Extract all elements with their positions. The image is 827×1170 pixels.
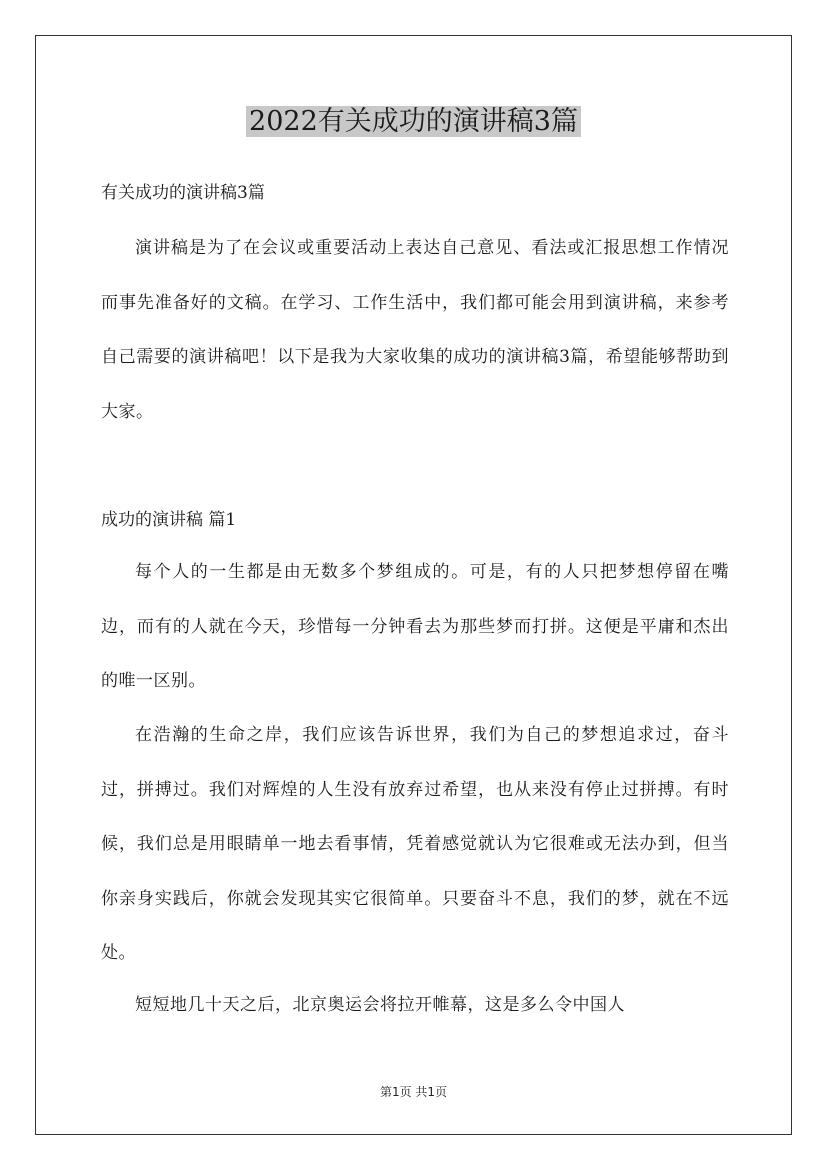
intro-paragraph: 演讲稿是为了在会议或重要活动上表达自己意见、看法或汇报思想工作情况而事先准备好的文稿。在学习、工作生活中，我们都可能会用到演讲稿，来参考自己需要的演讲稿吧！以下是我为大家收集的成功的演讲稿3篇，希望能够帮助到大家。: [101, 238, 729, 422]
body-paragraph-3: 短短地几十天之后，北京奥运会将拉开帷幕，这是多么令中国人: [135, 995, 625, 1015]
page-footer: 第1页 共1页: [379, 1085, 448, 1099]
body-paragraph-1: 每个人的一生都是由无数多个梦组成的。可是，有的人只把梦想停留在嘴边，而有的人就在今天，珍惜每一分钟看去为那些梦而打拼。这便是平庸和杰出的唯一区别。: [101, 562, 729, 692]
section-heading: 成功的演讲稿 篇1: [101, 510, 237, 530]
body-paragraph-2: 在浩瀚的生命之岸，我们应该告诉世界，我们为自己的梦想追求过，奋斗过，拼搏过。我们对辉煌的人生没有放弃过希望，也从来没有停止过拼搏。有时候，我们总是用眼睛单一地去看事情，凭着感觉就认为它很难或无法办到，但当你亲身实践后，你就会发现其实它很简单。只要奋斗不息，我们的梦，就在不远处。: [101, 725, 729, 964]
document-title: [0, 100, 827, 144]
document-subtitle: 有关成功的演讲稿3篇: [101, 183, 265, 203]
document-title-text: 2022有关成功的演讲稿3篇: [246, 106, 581, 137]
